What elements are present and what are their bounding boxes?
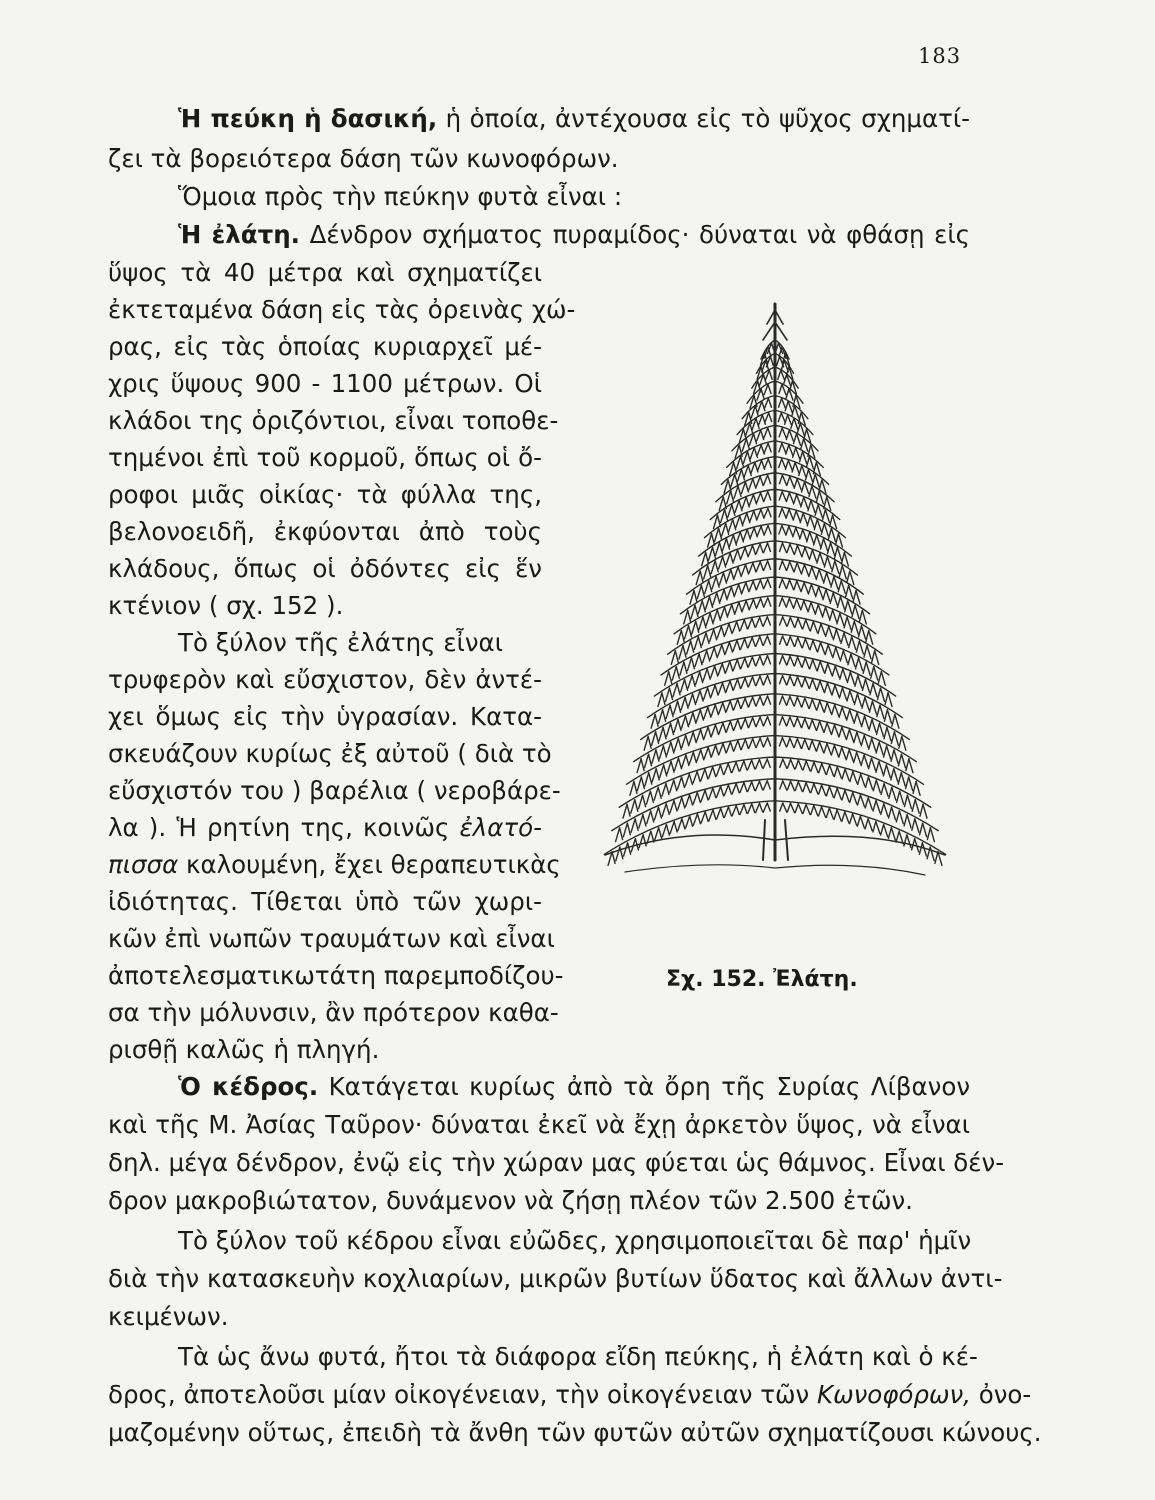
text-line (108, 813, 542, 843)
text-span: ἡ ὁποία, ἀντέχουσα εἰς τὸ ψῦχος σχηματί- (437, 104, 970, 133)
text-line: κλάδους, ὅπως οἱ ὀδόντες εἰς ἕν (108, 554, 542, 583)
text-line: σα τὴν μόλυνσιν, ἂν πρότερον καθα- (108, 998, 559, 1027)
text-span: καλουμένη, ἔχει θεραπευτικὰς (178, 850, 561, 879)
text-line: κειμένων. (108, 1302, 229, 1331)
term-heading: Ὁ κέδρος. (178, 1072, 319, 1101)
text-span: ὀνο- (970, 1380, 1032, 1409)
text-line: δρον μακροβιώτατον, δυνάμενον νὰ ζήσῃ πλέον τῶν 2.500 ἐτῶν. (108, 1186, 913, 1215)
text-line: Ὅμοια πρὸς τὴν πεύκην φυτὰ εἶναι : (178, 182, 623, 211)
text-line: εὔσχιστόν του ) βαρέλια ( νεροβάρε- (108, 776, 561, 805)
text-line: σκευάζουν κυρίως ἐξ αὐτοῦ ( διὰ τὸ (108, 739, 552, 768)
text-line (108, 1380, 1032, 1410)
italic-term: πισσα (108, 850, 179, 879)
text-line: μαζομένην οὕτως, ἐπειδὴ τὰ ἄνθη τῶν φυτῶν αὐτῶν σχηματίζουσι κώνους. (108, 1418, 1042, 1447)
text-line: ρισθῇ καλῶς ἡ πληγή. (108, 1035, 380, 1064)
text-line: Τὰ ὡς ἄνω φυτά, ἤτοι τὰ διάφορα εἴδη πεύκης, ἡ ἐλάτη καὶ ὁ κέ- (178, 1342, 978, 1371)
text-line: ροφοι μιᾶς οἰκίας· τὰ φύλλα της, (108, 480, 542, 509)
text-line: τημένοι ἐπὶ τοῦ κορμοῦ, ὅπως οἱ ὄ- (108, 443, 542, 472)
figure-caption: Σχ. 152. Ἐλάτη. (666, 967, 858, 992)
text-line: κτένιον ( σχ. 152 ). (108, 591, 344, 620)
text-line: Τὸ ξύλον τῆς ἐλάτης εἶναι (178, 628, 503, 657)
text-line (178, 104, 970, 134)
italic-term: ἐλατό- (459, 813, 542, 842)
text-line: ἀποτελεσματικωτάτη παρεμποδίζου- (108, 961, 564, 990)
text-line: Τὸ ξύλον τοῦ κέδρου εἶναι εὐῶδες, χρησιμοποιεῖται δὲ παρ' ἡμῖν (178, 1226, 972, 1255)
text-line: βελονοειδῆ, ἐκφύονται ἀπὸ τοὺς (108, 517, 542, 546)
text-span: δρος, ἀποτελοῦσι μίαν οἰκογένειαν, τὴν οἰκογένειαν τῶν (108, 1380, 818, 1409)
text-line: δηλ. μέγα δένδρον, ἐνῷ εἰς τὴν χώραν μας φύεται ὡς θάμνος. Εἶναι δέν- (108, 1148, 1005, 1177)
term-heading: Ἡ ἐλάτη. (178, 220, 300, 249)
text-span: Δένδρον σχήματος πυραμίδος· δύναται νὰ φθάσῃ εἰς (300, 220, 970, 249)
page-number: 183 (918, 44, 962, 68)
text-line: κῶν ἐπὶ νωπῶν τραυμάτων καὶ εἶναι (108, 924, 555, 953)
term-heading: Ἡ πεύκη ἡ δασική, (178, 104, 438, 133)
text-line: ἰδιότητας. Τίθεται ὑπὸ τῶν χωρι- (108, 887, 542, 916)
text-line (108, 850, 561, 880)
fir-tree-illustration (585, 300, 965, 940)
text-line: ρας, εἰς τὰς ὁποίας κυριαρχεῖ μέ- (108, 332, 542, 361)
italic-term: Κωνοφόρων, (817, 1380, 971, 1409)
text-span: λα ). Ἡ ρητίνη της, κοινῶς (108, 813, 460, 842)
text-line: ὕψος τὰ 40 μέτρα καὶ σχηματίζει (108, 258, 542, 287)
text-span: Κατάγεται κυρίως ἀπὸ τὰ ὄρη τῆς Συρίας Λίβανον (318, 1072, 971, 1101)
text-line (178, 1072, 970, 1102)
text-line: χει ὅμως εἰς τὴν ὑγρασίαν. Κατα- (108, 702, 542, 731)
text-line: κλάδοι της ὁριζόντιοι, εἶναι τοποθε- (108, 406, 559, 435)
text-line: καὶ τῆς Μ. Ἀσίας Ταῦρον· δύναται ἐκεῖ νὰ ἔχῃ ἀρκετὸν ὕψος, νὰ εἶναι (108, 1110, 970, 1139)
text-line: ἐκτεταμένα δάση εἰς τὰς ὀρεινὰς χώ- (108, 295, 576, 324)
text-line: ζει τὰ βορειότερα δάση τῶν κωνοφόρων. (108, 144, 619, 173)
text-line: διὰ τὴν κατασκευὴν κοχλιαρίων, μικρῶν βυτίων ὕδατος καὶ ἄλλων ἀντι- (108, 1264, 1003, 1293)
text-line: χρις ὕψους 900 - 1100 μέτρων. Οἱ (108, 369, 542, 398)
text-line (178, 220, 970, 250)
text-line: τρυφερὸν καὶ εὔσχιστον, δὲν ἀντέ- (108, 665, 542, 694)
